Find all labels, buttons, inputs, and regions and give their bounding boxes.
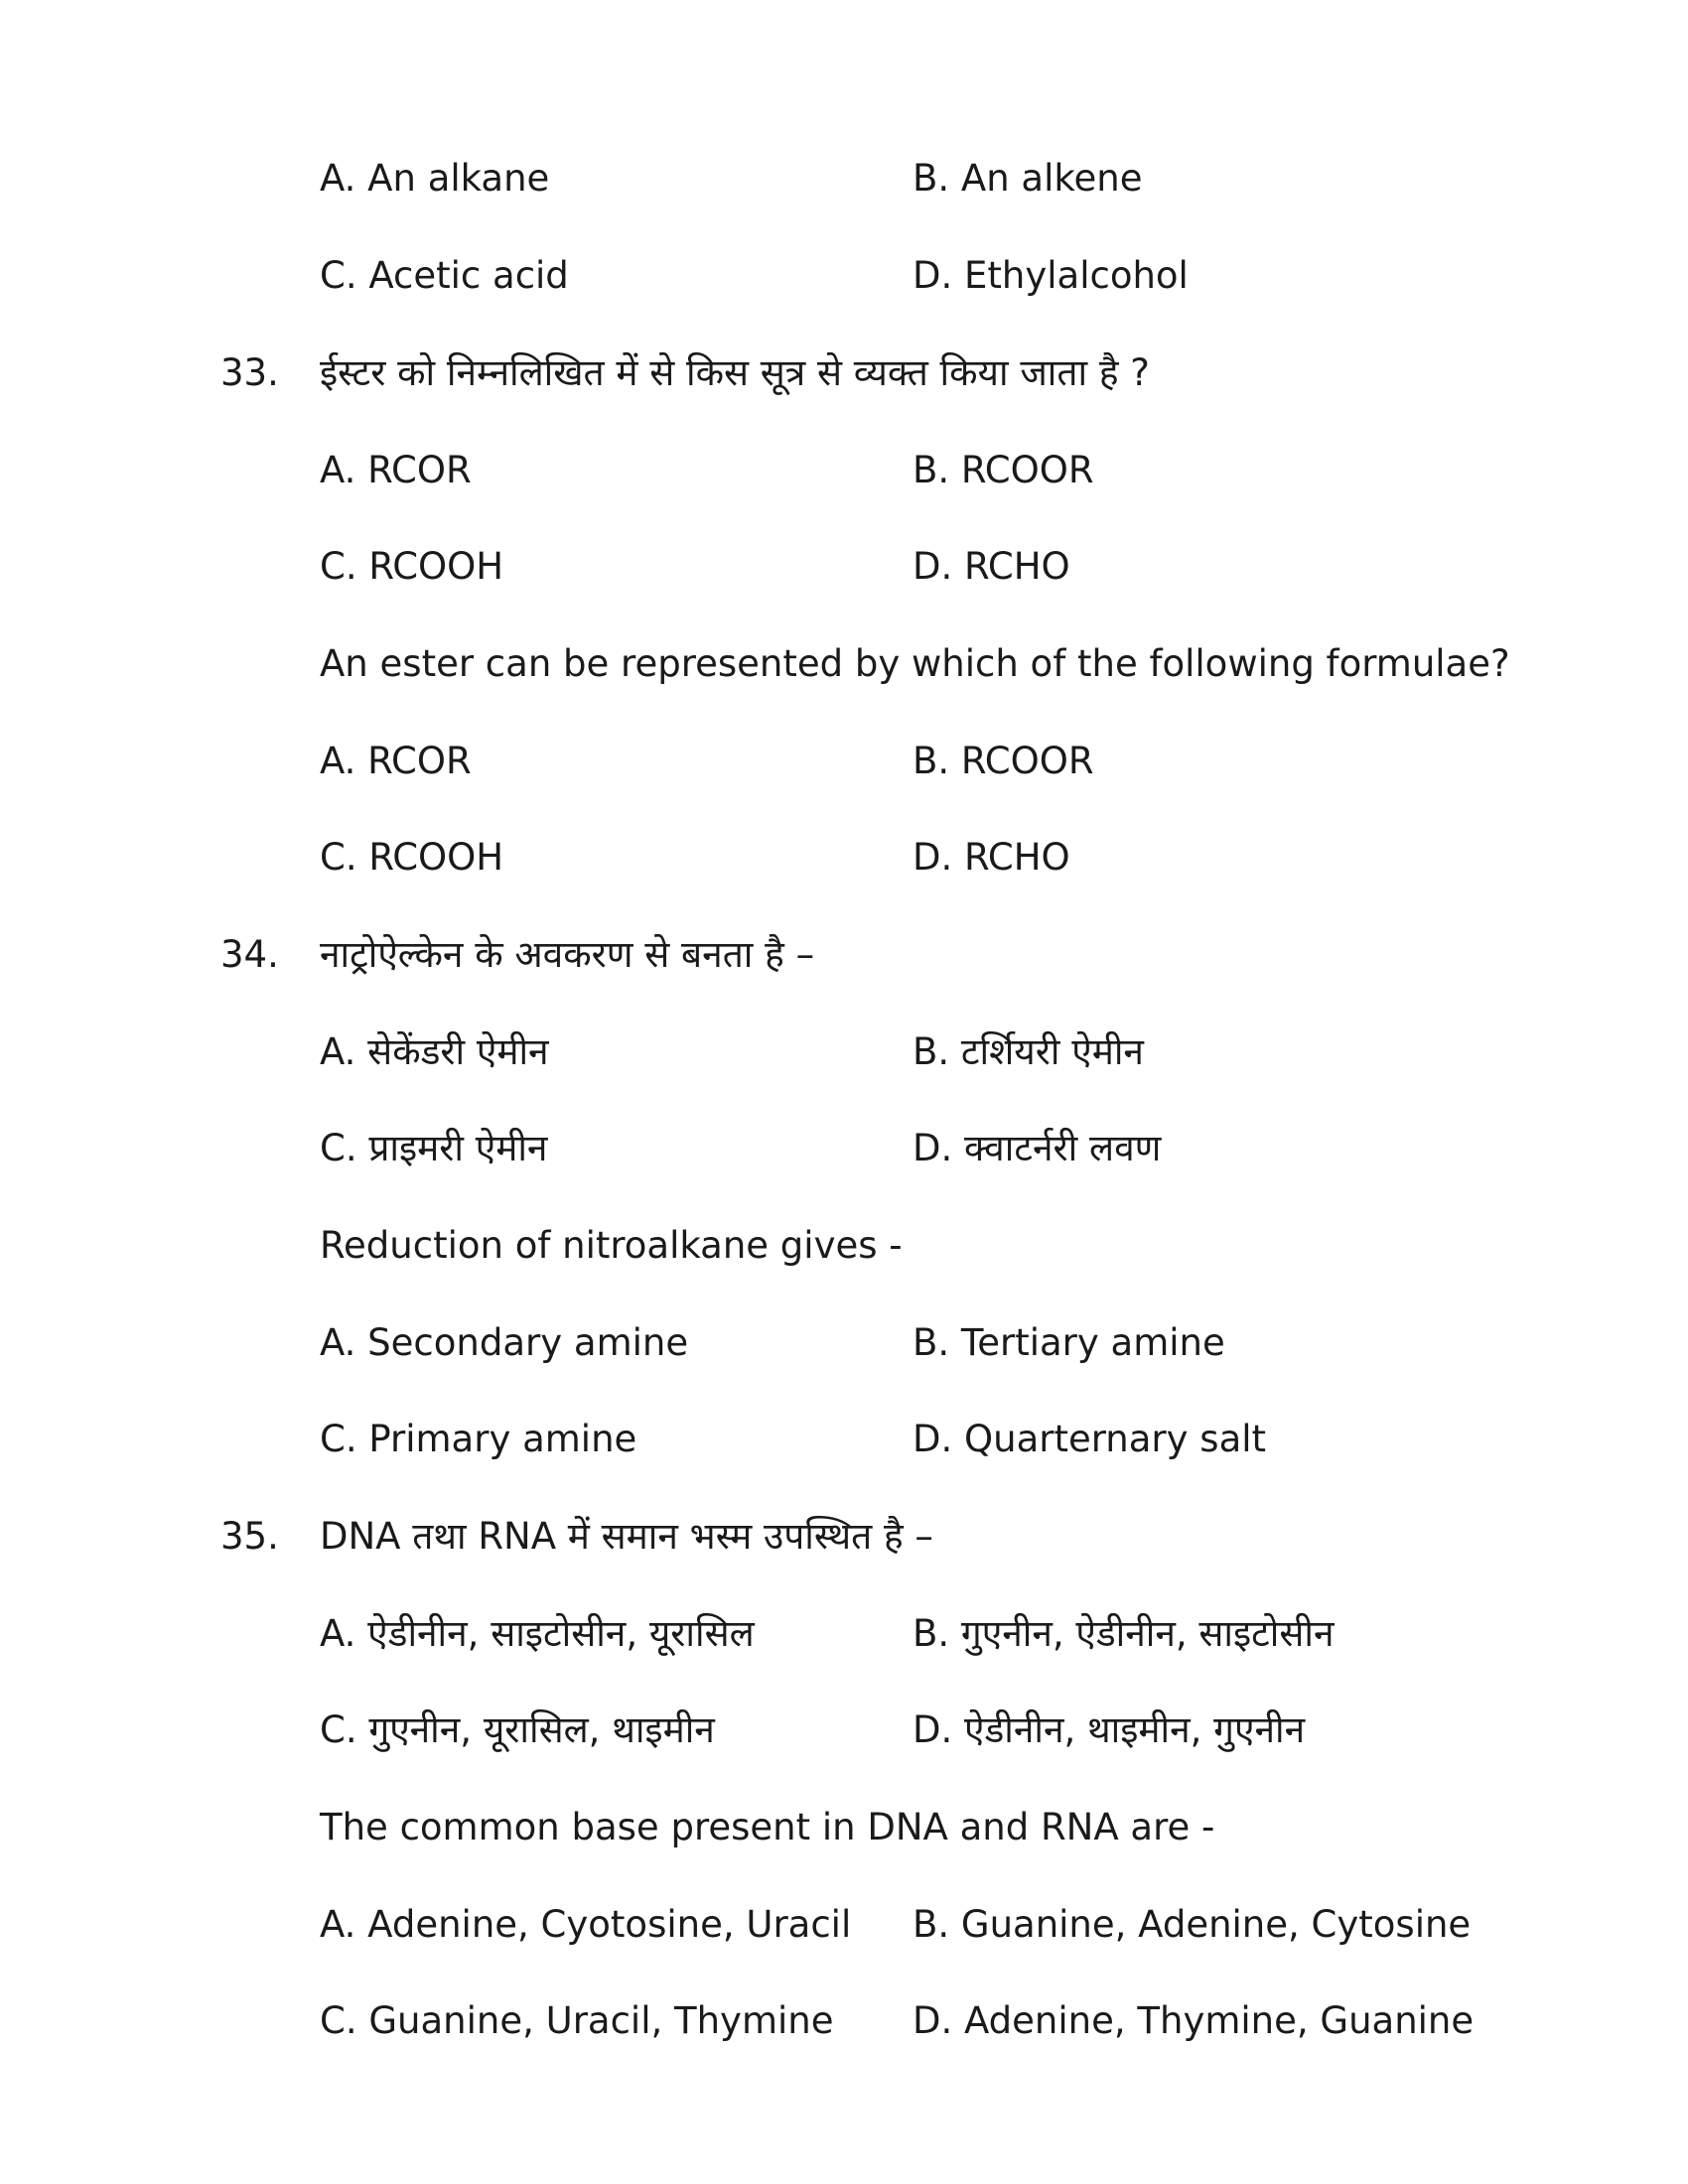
q35-en-option-c: C. Guanine, Uracil, Thymine (320, 1999, 834, 2042)
q32-option-a: A. An alkane (320, 157, 550, 200)
q35-number: 35. (220, 1515, 279, 1558)
q32-option-b: B. An alkene (913, 157, 1143, 200)
q33-number: 33. (220, 351, 279, 394)
q35-hi-options-row-2 (0, 1701, 1688, 1760)
q34-hi-option-a: A. सेकेंडरी ऐमीन (320, 1030, 549, 1073)
q35-en-option-a: A. Adenine, Cyotosine, Uracil (320, 1903, 852, 1946)
q33-question-hindi (0, 343, 1688, 403)
q33-hi-options-row-2 (0, 537, 1688, 597)
q34-hi-option-c: C. प्राइमरी ऐमीन (320, 1127, 548, 1169)
q35-question-hindi (0, 1507, 1688, 1567)
q35-question-english (0, 1798, 1688, 1857)
q33-en-option-d: D. RCHO (913, 836, 1070, 879)
q34-en-option-c: C. Primary amine (320, 1418, 637, 1460)
q33-en-options-row-2 (0, 828, 1688, 887)
q33-en-options-row-1 (0, 732, 1688, 791)
q33-en-option-a: A. RCOR (320, 740, 472, 782)
q34-number: 34. (220, 933, 279, 976)
q33-en-option-c: C. RCOOH (320, 836, 504, 879)
q34-en-option-b: B. Tertiary amine (913, 1321, 1225, 1364)
q33-hi-option-c: C. RCOOH (320, 545, 504, 588)
q35-en-options-row-1 (0, 1895, 1688, 1955)
q35-en-options-row-2 (0, 1991, 1688, 2051)
q33-question-en-text: An ester can be represented by which of the following formulae? (320, 642, 1510, 685)
q34-en-options-row-1 (0, 1313, 1688, 1373)
q34-question-english (0, 1216, 1688, 1276)
q33-hi-option-b: B. RCOOR (913, 449, 1094, 491)
q32-option-d: D. Ethylalcohol (913, 254, 1189, 297)
q34-en-options-row-2 (0, 1410, 1688, 1469)
q33-question-hi-text: ईस्टर को निम्नलिखित में से किस सूत्र से व्यक्त किया जाता है ? (320, 351, 1150, 394)
q35-hi-option-c: C. गुएनीन, यूरासिल, थाइमीन (320, 1708, 715, 1751)
q35-question-en-text: The common base present in DNA and RNA are - (320, 1806, 1215, 1848)
q35-hi-option-d: D. ऐडीनीन, थाइमीन, गुएनीन (913, 1708, 1306, 1751)
q34-question-en-text: Reduction of nitroalkane gives - (320, 1224, 903, 1267)
q35-en-option-d: D. Adenine, Thymine, Guanine (913, 1999, 1475, 2042)
q34-hi-options-row-2 (0, 1119, 1688, 1178)
q34-hi-options-row-1 (0, 1023, 1688, 1082)
q34-hi-option-b: B. टर्शियरी ऐमीन (913, 1030, 1144, 1073)
q35-question-hi-text: DNA तथा RNA में समान भस्म उपस्थित है – (320, 1515, 933, 1558)
q35-en-option-b: B. Guanine, Adenine, Cytosine (913, 1903, 1472, 1946)
q34-hi-option-d: D. क्वाटर्नरी लवण (913, 1127, 1162, 1169)
q35-hi-option-b: B. गुएनीन, ऐडीनीन, साइटोसीन (913, 1612, 1335, 1655)
q32-options-row-1 (0, 149, 1688, 208)
q33-hi-options-row-1 (0, 441, 1688, 500)
q32-options-row-2 (0, 246, 1688, 306)
q32-option-c: C. Acetic acid (320, 254, 569, 297)
q35-hi-options-row-1 (0, 1604, 1688, 1664)
q33-hi-option-a: A. RCOR (320, 449, 472, 491)
q33-hi-option-d: D. RCHO (913, 545, 1070, 588)
q33-en-option-b: B. RCOOR (913, 740, 1094, 782)
q33-question-english (0, 634, 1688, 694)
q34-question-hindi (0, 925, 1688, 985)
q34-question-hi-text: नाट्रोऐल्केन के अवकरण से बनता है – (320, 933, 815, 976)
q35-hi-option-a: A. ऐडीनीन, साइटोसीन, यूरासिल (320, 1612, 755, 1655)
q34-en-option-a: A. Secondary amine (320, 1321, 689, 1364)
q34-en-option-d: D. Quarternary salt (913, 1418, 1267, 1460)
